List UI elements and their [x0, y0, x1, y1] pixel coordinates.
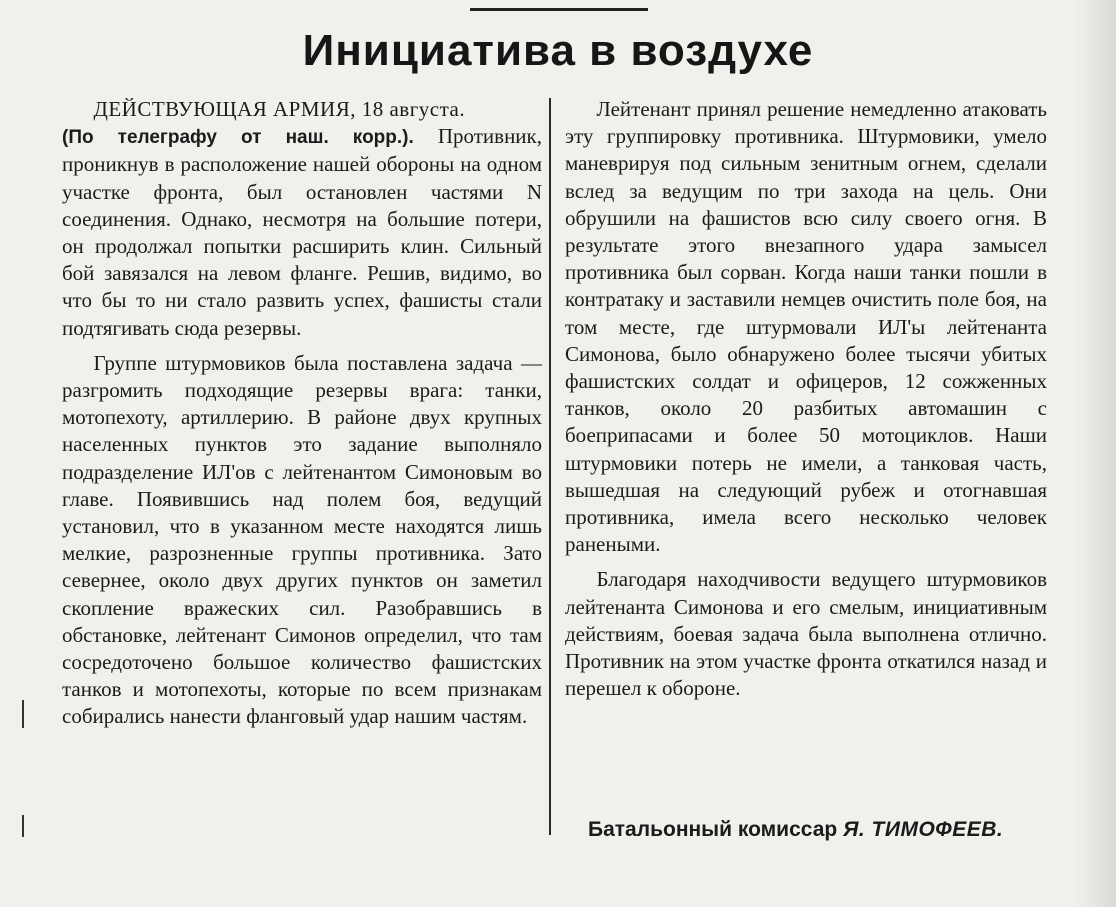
margin-mark: [22, 815, 24, 837]
left-column: [62, 96, 542, 731]
signature-name: Я. ТИМОФЕЕВ.: [843, 818, 1004, 841]
right-paragraph-1: Лейтенант принял решение немедленно атаковать эту группировку противника. Штурмовики, умело маневрируя под сильным зенитным огнем, сделали вслед за ведущим по три захода на цель. Они обрушили на фашистов всю силу своего огня. В результате этого внезапного удара замысел противника был сорван. Когда наши танки пошли в контратаку и заставили немцев очистить поле боя, на том месте, где штурмовали ИЛ'ы лейтенанта Симонова, было обнаружено более тысячи убитых фашистских солдат и офицеров, 12 сожженных танков, около 20 разбитых автомашин с боеприпасами и более 50 мотоциклов. Наши штурмовики потерь не имели, а танковая часть, вышедшая на следующий рубеж и отогнавшая противника, имела всего несколько человек ранеными.: [565, 97, 1047, 557]
article-title: Инициатива в воздухе: [302, 26, 814, 75]
dateline: ДЕЙСТВУЮЩАЯ АРМИЯ, 18 августа.: [93, 97, 466, 121]
left-paragraph-1-text: Противник, проникнув в расположение нашей обороны на одном участке фронта, был остановлен частями N соединения. Однако, несмотря на большие потери, он продолжал попытки расширить клин. Сильный бой завязался на левом фланге. Решив, видимо, во что бы то ни стало развить успех, фашисты стали подтягивать сюда резервы.: [62, 124, 542, 340]
margin-mark: [22, 700, 24, 728]
right-paragraph-2: Благодаря находчивости ведущего штурмовиков лейтенанта Симонова и его смелым, инициативным действиям, боевая задача была выполнена отлично. Противник на этом участке фронта откатился назад и перешел к обороне.: [565, 567, 1047, 701]
left-paragraph-1: [62, 96, 542, 342]
left-paragraph-2: Группе штурмовиков была поставлена задача — разгромить подходящие резервы врага: танки, мотопехоту, артиллерию. В районе двух крупных населенных пунктов это задание выполняло подразделение ИЛ'ов с лейтенантом Симоновым во главе. Появившись над полем боя, ведущий установил, что в указанном месте находятся лишь мелкие, разрозненные группы противника. Зато севернее, около двух других пунктов он заметил скопление вражеских сил. Разобравшись в обстановке, лейтенант Симонов определил, что там сосредоточено большое количество фашистских танков и мотопехоты, которые по всем признакам собирались нанести фланговый удар нашим частям.: [62, 350, 542, 729]
column-divider: [549, 98, 551, 835]
top-rule: [470, 8, 648, 11]
article-signature: [588, 818, 1003, 842]
correspondent-note: (По телеграфу от наш. корр.).: [62, 127, 414, 149]
page-edge-shadow: [1076, 0, 1116, 907]
right-column: [565, 96, 1047, 702]
signature-rank: Батальонный комиссар: [588, 818, 838, 841]
